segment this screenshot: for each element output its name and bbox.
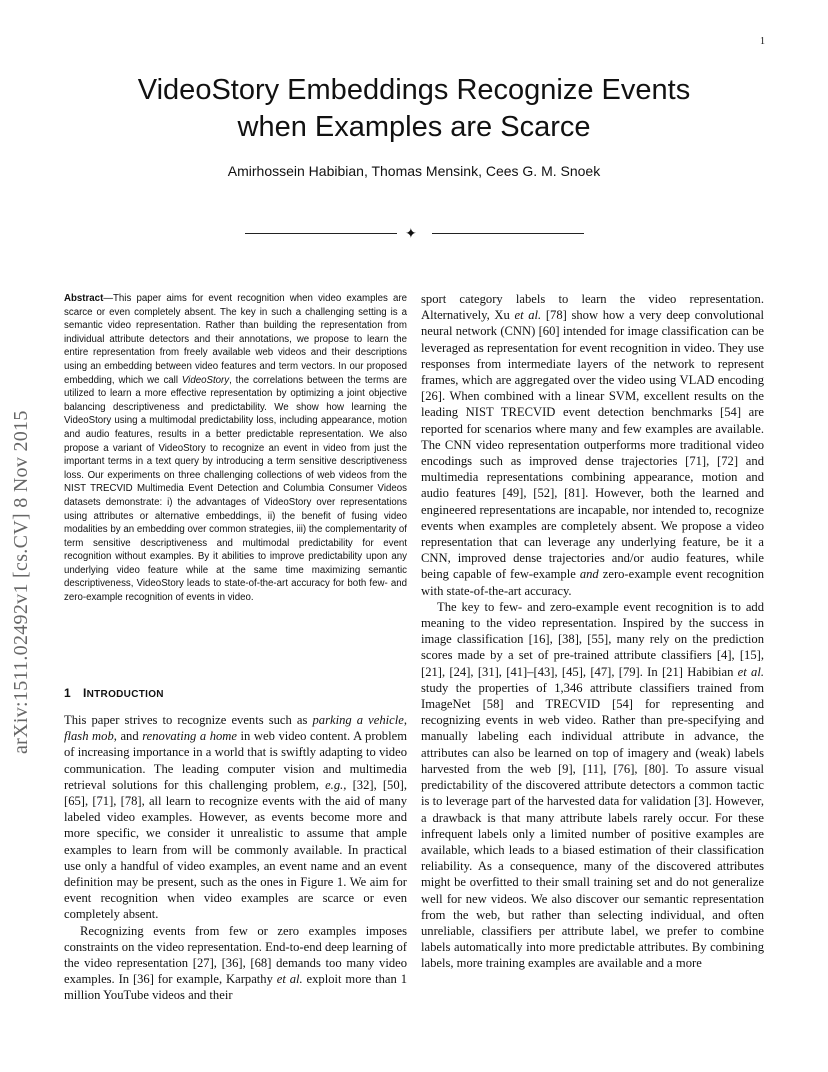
text-run: in web video content. A problem of increasing importance in a world that is swiftly adapting to video communication. The leading computer vision and multimedia retrieval solutions for this challenging problem, <box>64 729 407 792</box>
text-run: This paper strives to recognize events such as <box>64 713 313 727</box>
right-paragraph-2 <box>421 599 764 972</box>
italic-run: et al. <box>737 664 764 679</box>
abstract-dash: — <box>103 293 113 304</box>
italic-run: renovating a home <box>142 729 237 744</box>
left-column-body <box>64 712 407 1004</box>
italic-run: flash mob <box>64 729 114 744</box>
italic-run: et al. <box>514 308 542 323</box>
italic-run: and <box>579 567 599 582</box>
divider-rule-left <box>245 233 397 234</box>
text-run: , <box>403 713 407 727</box>
text-run: sport category labels to learn the video representation. Alternatively, Xu <box>421 292 764 323</box>
intro-paragraph-2 <box>64 923 407 1004</box>
title-line-2: when Examples are Scarce <box>237 111 591 143</box>
divider-rule-right <box>432 233 584 234</box>
author-list: Amirhossein Habibian, Thomas Mensink, Cees G. M. Snoek <box>227 163 601 179</box>
intro-paragraph-1 <box>64 712 407 923</box>
title-divider <box>0 227 828 242</box>
abstract <box>64 292 407 605</box>
abstract-text-1: This paper aims for event recognition when video examples are scarce or even completely absent. The key in such a challenging setting is a semantic video representation. Rather than building the representation from individual attribute detectors and their annotations, we propose to learn the entire representation from freely available web videos and their descriptions using an embedding between video features and term vectors. In our proposed embedding, which we call <box>64 293 407 386</box>
abstract-label: Abstract <box>64 293 104 304</box>
arxiv-identifier-stamp: arXiv:1511.02492v1 [cs.CV] 8 Nov 2015 <box>10 410 32 754</box>
text-run: [78] show how a very deep convolutional neural network (CNN) [60] intended for image classification can be leveraged as representation for event recognition in video. They use responses from intermediate layers of the network to represent frames, which are aggregated over the video using VLAD encoding [26]. When combined with a linear SVM, excellent results on the leading NIST TRECVID event detection benchmarks [54] are reported for scenarios where many and few examples are available. The CNN video representation outperforms more traditional video encodings such as improved dense trajectories [71], [72] and multimedia representations combining appearance, motion and audio features [49], [52], [81]. However, both the learned and engineered representations are incapable, nor intended to, recognize events when examples are completely absent. We propose a video representation that can leverage any underlying feature, be it a CNN, improved dense trajectories and/or audio features, while being capable of few-example <box>421 308 764 582</box>
section-title-smallcaps: NTRODUCTION <box>86 689 164 700</box>
italic-run: e.g., <box>325 777 347 792</box>
italic-run: et al. <box>276 972 303 987</box>
page-number: 1 <box>760 36 765 47</box>
abstract-text-2: , the correlations between the terms are utilized to learn a more effective representation by optimizing a joint objective balancing descriptiveness and predictability. We show how learning the VideoStory using a multimodal predictability loss, including appearance, motion and audio features, results in a better predictable representation. We also propose a variant of VideoStory to recognize an event in video from just the important terms in a text query by introducing a term sensitive descriptiveness loss. Our experiments on three challenging collections of web videos from the NIST TRECVID Multimedia Event Detection and Columbia Consumer Videos datasets demonstrate: i) the advantages of VideoStory over representations using attributes or alternative embeddings, ii) the benefit of fusing video modalities by an embedding over common strategies, iii) the complementarity of term sensitive descriptiveness and multimodal predictability for event recognition without examples. By it abilities to improve predictability upon any underlying video feature while at the same time maximizing semantic descriptiveness, VideoStory leads to state-of-the-art accuracy for both few- and zero-example recognition of events in video. <box>64 374 407 604</box>
section-title-initial: I <box>82 686 87 700</box>
text-run: , and <box>113 729 143 744</box>
right-column-body <box>421 291 764 972</box>
section-number: 1 <box>64 686 71 700</box>
abstract-italic-term: VideoStory <box>181 374 230 386</box>
text-run: zero-example event recognition with state-of-the-art accuracy. <box>421 567 764 598</box>
text-run: [32], [50], [65], [71], [78], all learn to recognize events with the aid of many labeled video examples. However, as events become more and more specific, we consider it unrealistic to assume that ample examples to learn from will be commonly available. In practical use only a handful of video examples, an event name and an event definition may be present, such as the ones in Figure 1. We aim for event recognition when video examples are scarce or even completely absent. <box>64 777 407 922</box>
text-run: study the properties of 1,346 attribute classifiers trained from ImageNet [58] and TRECVID [54] for representing and recognizing events in web video. Rather than pre-specifying and manually labeling each individual attribute in advance, the attributes can also be learned on top of imagery and (weak) labels harvested from the web [9], [11], [76], [80]. To assure visual predictability of the discovered attribute detectors a common tactic is to leverage part of the harvested data for validation [3]. However, a drawback is that many attribute labels rarely occur. For these infrequent labels only a limited number of positive examples are available, which leads to a biased estimation of their classification reliability. As a consequence, many of the discovered attributes might be overfitted to their small training set and do not generalize well for new videos. We also discover our semantic representation from the web, but rather than selecting individual, and often unreliable, classifiers per attribute label, we prefer to combine labels automatically into more predictable attributes. By combining labels, more training examples are available and a more <box>421 680 764 971</box>
text-run: The key to few- and zero-example event recognition is to add meaning to the video representation. Inspired by the success in image classification [16], [38], [55], many rely on the prediction scores made by a set of pre-trained attribute classifiers [4], [15], [21], [24], [31], [41]–[43], [45], [47], [79]. In [21] Habibian <box>421 599 764 679</box>
divider-ornament-icon: ✦ <box>405 227 417 242</box>
paper-title <box>0 72 828 146</box>
right-paragraph-1 <box>421 291 764 599</box>
italic-run: parking a vehicle <box>312 713 404 727</box>
text-run: Recognizing events from few or zero examples imposes constraints on the video representation. End-to-end deep learning of the video representation [27], [36], [68] demands too many video examples. In [36] for example, Karpathy <box>64 923 407 987</box>
section-heading-introduction <box>64 686 164 700</box>
title-line-1: VideoStory Embeddings Recognize Events <box>137 74 691 106</box>
text-run: exploit more than 1 million YouTube videos and their <box>64 972 407 1003</box>
